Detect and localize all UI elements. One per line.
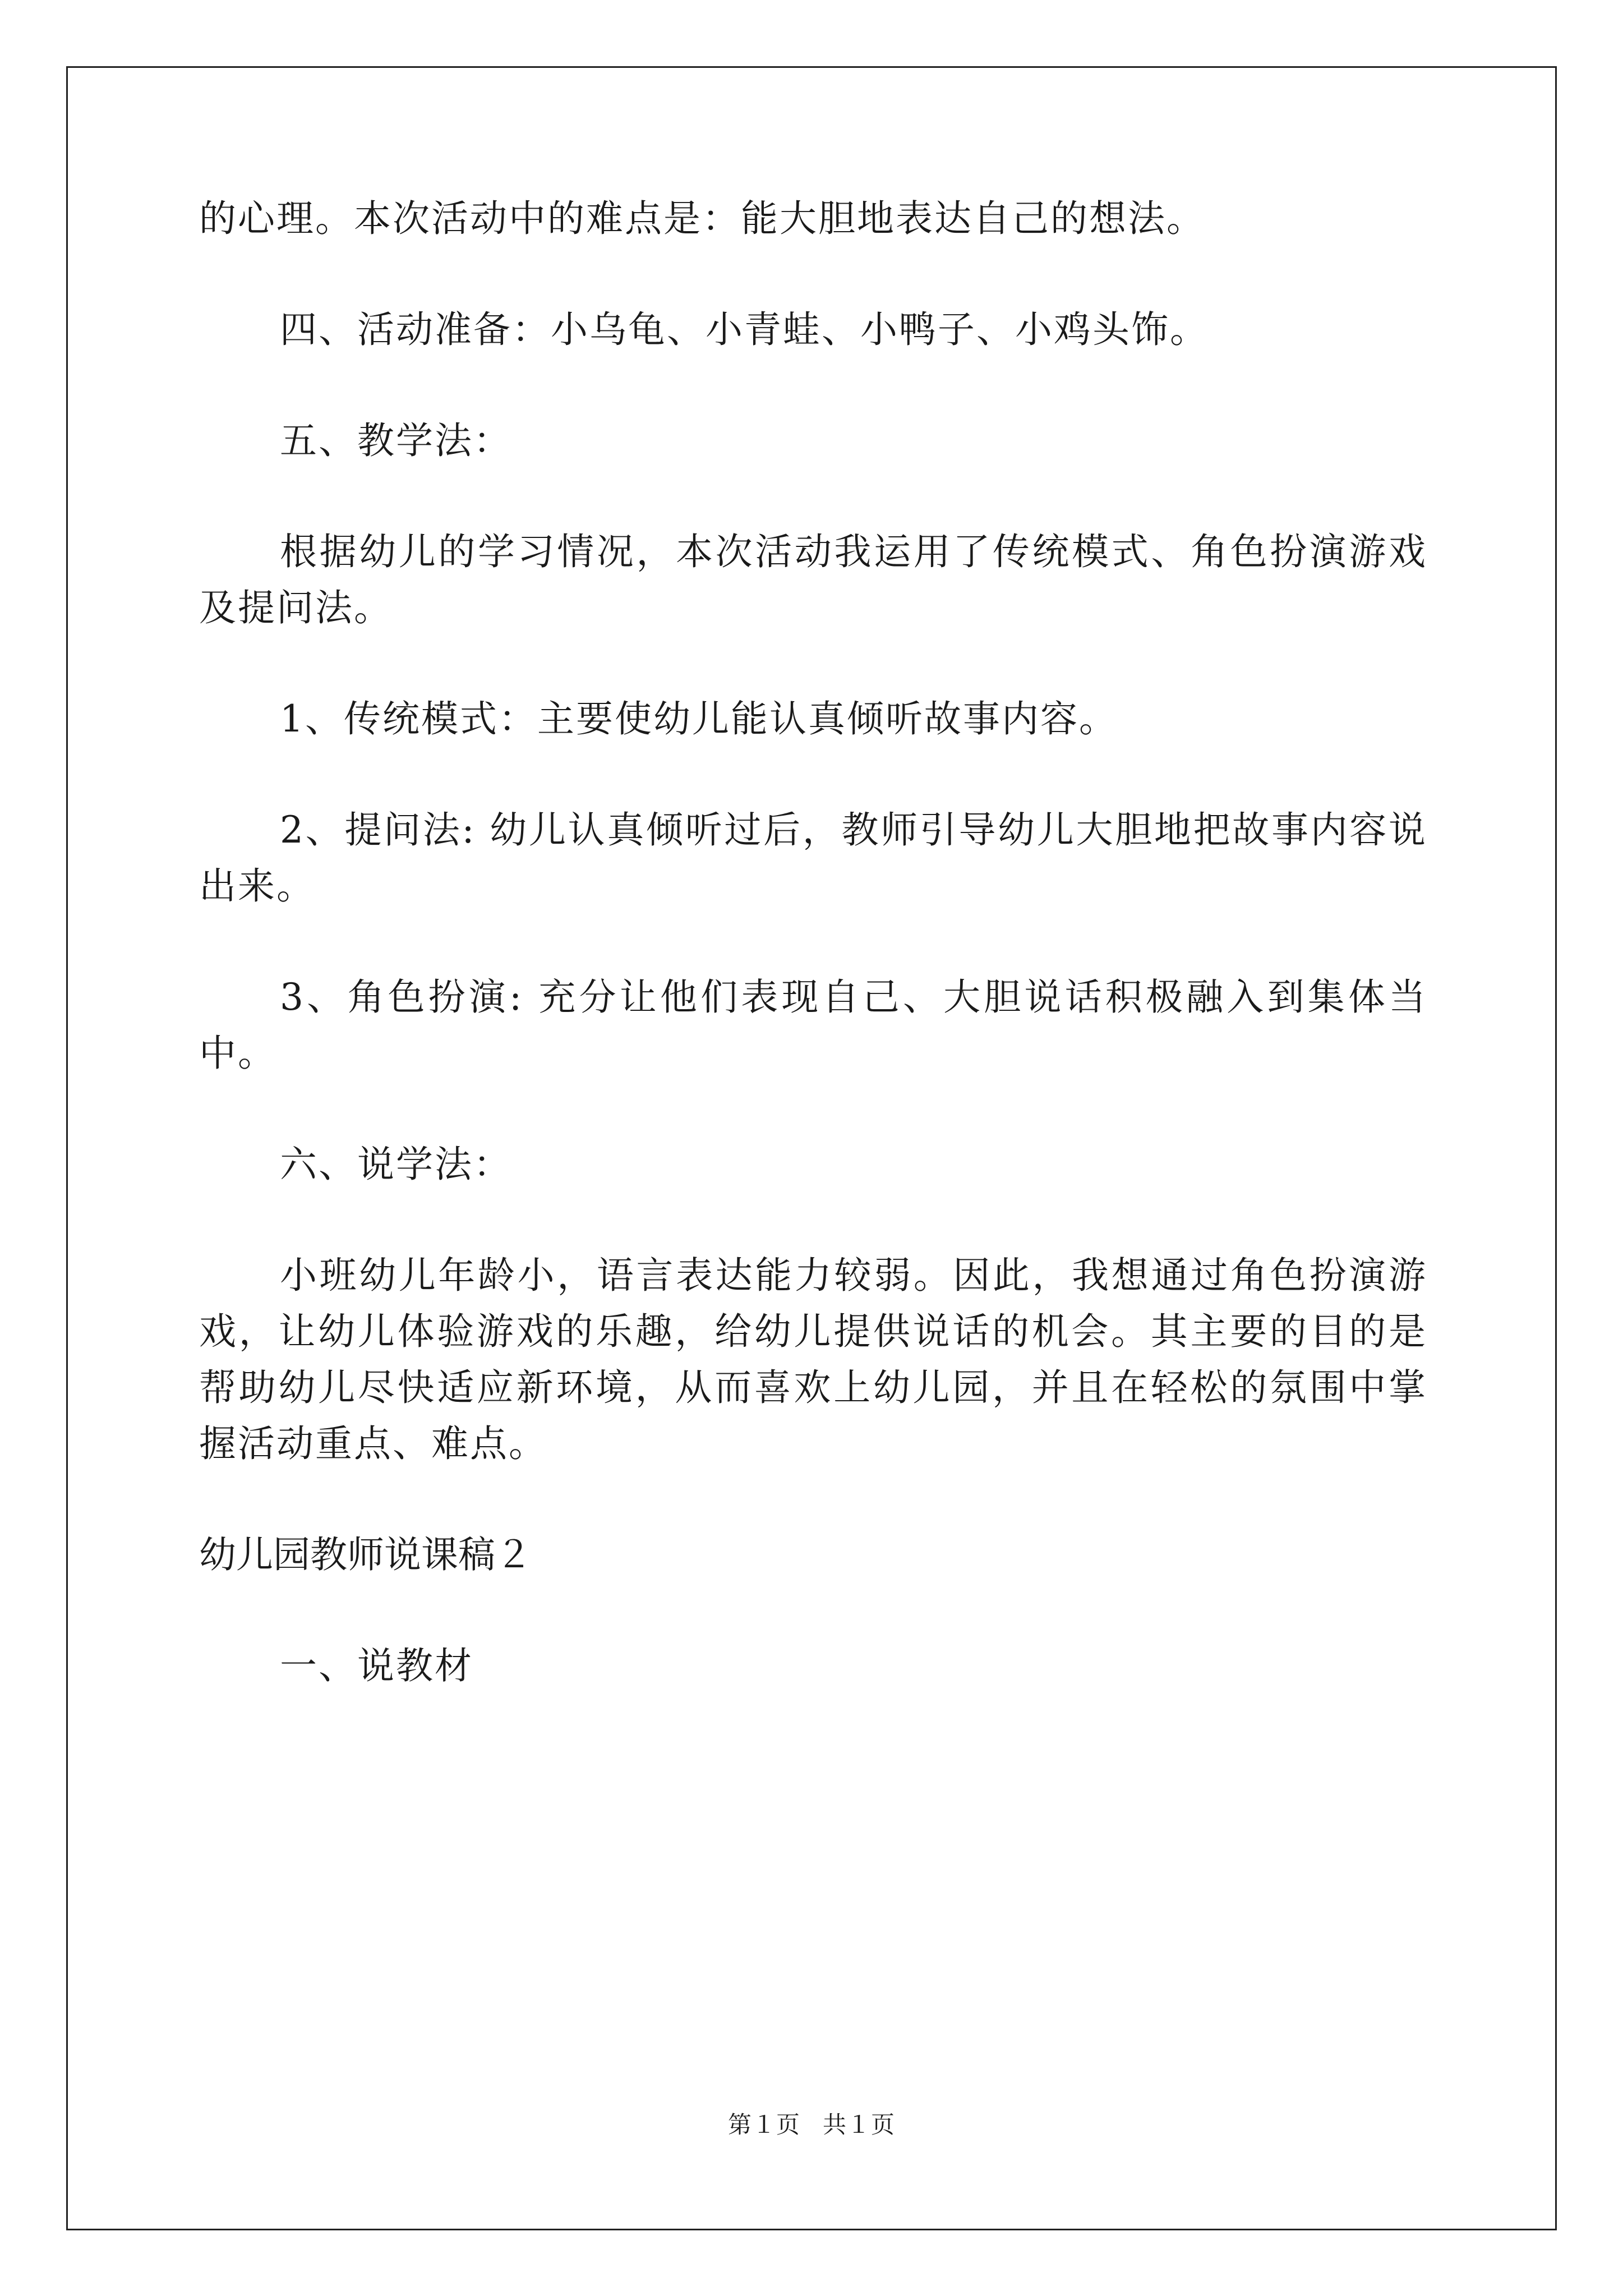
paragraph-4: 根据幼儿的学习情况，本次活动我运用了传统模式、角色扮演游戏及提问法。 bbox=[199, 530, 1427, 629]
paragraph-2: 四、活动准备：小乌龟、小青蛙、小鸭子、小鸡头饰。 bbox=[280, 308, 1209, 351]
paragraph-9: 小班幼儿年龄小，语言表达能力较弱。因此，我想通过角色扮演游戏，让幼儿体验游戏的乐趣，给幼儿提供说话的机会。其主要的目的是帮助幼儿尽快适应新环境，从而喜欢上幼儿园，并且在轻松的氛围中掌握活动重点、难点。 bbox=[199, 1254, 1427, 1465]
page-number-total: 共１页 bbox=[823, 2111, 896, 2138]
paragraph-1: 的心理。本次活动中的难点是：能大胆地表达自己的想法。 bbox=[199, 197, 1205, 240]
paragraph-8: 六、说学法： bbox=[280, 1143, 512, 1186]
section-title: 幼儿园教师说课稿２ bbox=[199, 1533, 532, 1576]
paragraph-5: 1、传统模式：主要使幼儿能认真倾听故事内容。 bbox=[280, 697, 1118, 740]
paragraph-6: 2、提问法: 幼儿认真倾听过后，教师引导幼儿大胆地把故事内容说出来。 bbox=[199, 808, 1427, 908]
page-footer bbox=[0, 2106, 1623, 2140]
document-body bbox=[199, 191, 1427, 1749]
page-number-current: 第１页 bbox=[727, 2111, 800, 2138]
subsection-heading: 一、说教材 bbox=[280, 1644, 473, 1687]
paragraph-3: 五、教学法： bbox=[280, 419, 512, 462]
paragraph-7: 3、角色扮演: 充分让他们表现自己、大胆说话积极融入到集体当中。 bbox=[199, 976, 1427, 1075]
